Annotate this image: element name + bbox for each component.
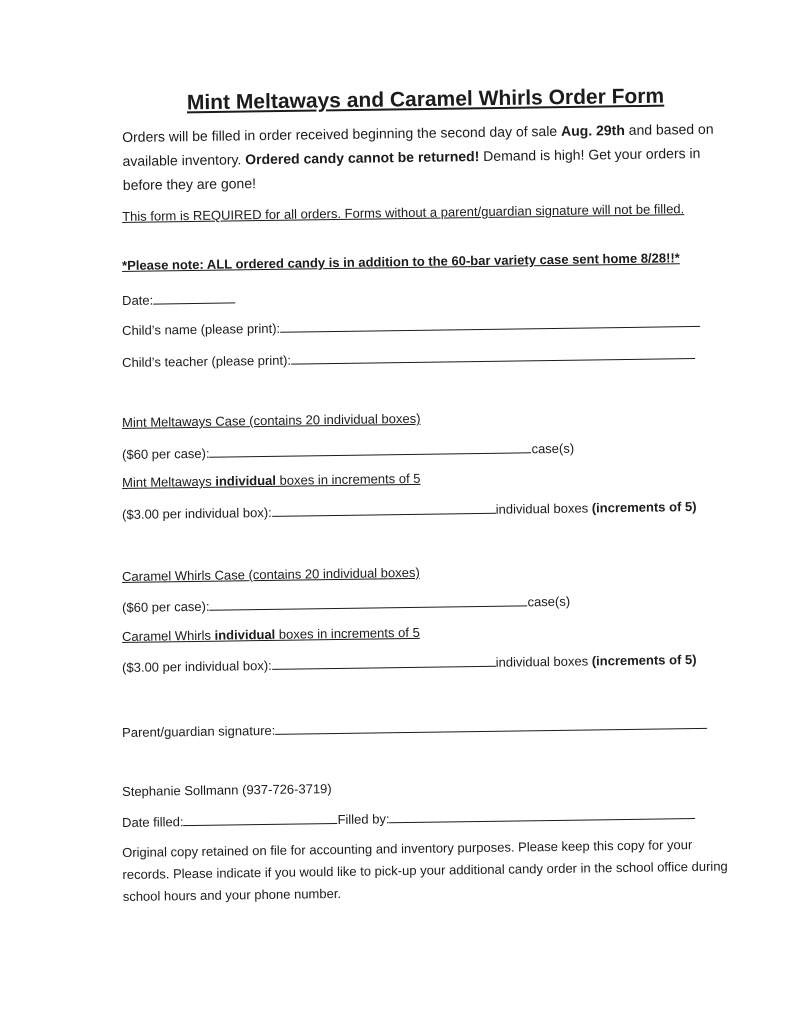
caramel-ind-heading-a: Caramel Whirls [122,627,215,644]
date-filled-blank[interactable] [183,811,337,826]
footer-note: Original copy retained on file for accounting and inventory purposes. Please keep this copy for your records. Please indicate if you would like to pick-up your additional candy order in the school office during school hours and your phone number. [122,837,728,904]
intro-no-returns: Ordered candy cannot be returned! [245,148,480,168]
filled-by-blank[interactable] [389,806,695,823]
intro-date: Aug. 29th [560,121,625,139]
caramel-ind-blank[interactable] [272,654,496,670]
child-teacher-label: Child’s teacher (please print): [122,352,292,370]
signature-field[interactable] [122,716,707,740]
mint-case-blank[interactable] [209,440,531,457]
child-teacher-blank[interactable] [291,346,695,365]
child-name-field[interactable] [122,314,700,338]
caramel-individual-field[interactable] [122,651,697,675]
mint-ind-price: ($3.00 per individual box): [122,504,272,522]
mint-ind-heading-a: Mint Meltaways [122,473,216,490]
mint-ind-unit-bold: (increments of 5) [591,498,697,516]
filled-by-label: Filled by: [337,811,390,827]
date-field[interactable] [122,290,235,308]
date-filled-label: Date filled: [122,814,184,830]
mint-case-field[interactable] [122,440,574,462]
mint-individual-heading [122,471,421,490]
mint-ind-unit: individual boxes [495,500,592,517]
intro-paragraph [122,116,743,197]
mint-ind-heading-b: boxes in increments of 5 [275,470,421,488]
caramel-individual-heading [122,625,420,644]
required-notice: This form is REQUIRED for all orders. Forms without a parent/guardian signature will not be filled. [122,201,685,224]
date-blank[interactable] [153,290,235,304]
child-teacher-field[interactable] [122,346,695,370]
please-note: *Please note: ALL ordered candy is in addition to the 60-bar variety case sent home 8/28!!* [122,250,680,273]
caramel-ind-price: ($3.00 per individual box): [122,657,272,675]
caramel-case-field[interactable] [122,593,570,615]
mint-ind-heading-bold: individual [215,472,277,489]
child-name-label: Child’s name (please print): [122,320,281,338]
intro-text-2: and based on available inventory. [122,120,714,169]
caramel-ind-unit-bold: (increments of 5) [591,651,697,669]
caramel-ind-unit: individual boxes [495,653,592,670]
mint-individual-field[interactable] [122,498,697,522]
caramel-case-price: ($60 per case): [122,598,210,615]
caramel-case-blank[interactable] [209,593,527,610]
mint-case-price: ($60 per case): [122,445,210,462]
intro-text-3: Demand is high! Get your orders in before they are gone! [122,144,701,193]
signature-blank[interactable] [275,716,707,735]
child-name-blank[interactable] [280,314,700,333]
signature-label: Parent/guardian signature: [122,722,276,740]
form-title: Mint Meltaways and Caramel Whirls Order Form [186,84,665,115]
caramel-ind-heading-b: boxes in increments of 5 [275,624,420,642]
caramel-ind-heading-bold: individual [214,626,276,643]
date-label: Date: [122,292,154,308]
mint-ind-blank[interactable] [272,501,496,517]
intro-text-1: Orders will be filled in order received beginning the second day of sale [122,122,562,145]
office-use-fields[interactable] [122,806,696,830]
caramel-case-heading: Caramel Whirls Case (contains 20 individual boxes) [122,564,420,584]
caramel-case-unit: case(s) [527,593,571,610]
mint-case-heading: Mint Meltaways Case (contains 20 individual boxes) [122,410,421,430]
mint-case-unit: case(s) [531,440,575,457]
contact-line: Stephanie Sollmann (937-726-3719) [122,781,332,799]
